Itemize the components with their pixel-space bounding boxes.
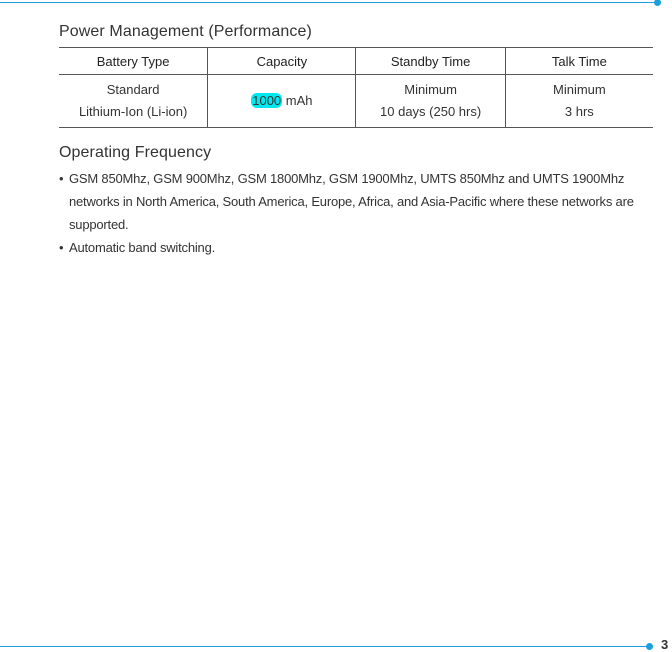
header-standby-time: Standby Time bbox=[356, 48, 505, 75]
capacity-value-highlight: 1000 bbox=[252, 93, 282, 108]
cell-battery-type bbox=[59, 75, 208, 128]
standby-time-line-2: 10 days (250 hrs) bbox=[380, 104, 482, 119]
power-spec-table bbox=[59, 47, 653, 128]
battery-type-line-1: Standard bbox=[106, 82, 160, 97]
bottom-rule bbox=[0, 646, 650, 647]
battery-type-line-2: Lithium-Ion (Li-ion) bbox=[78, 104, 188, 119]
talk-time-line-1: Minimum bbox=[553, 82, 606, 97]
operating-frequency-heading: Operating Frequency bbox=[59, 144, 212, 161]
standby-time-line-1: Minimum bbox=[404, 82, 457, 97]
header-talk-time: Talk Time bbox=[505, 48, 653, 75]
talk-time-line-2: 3 hrs bbox=[564, 104, 594, 119]
capacity-unit: mAh bbox=[282, 93, 313, 108]
cell-capacity bbox=[208, 75, 356, 128]
bullet-icon: • bbox=[59, 171, 64, 186]
list-item bbox=[59, 167, 659, 236]
frequency-list bbox=[59, 167, 659, 259]
header-battery-type: Battery Type bbox=[59, 48, 208, 75]
list-item-text: GSM 850Mhz, GSM 900Mhz, GSM 1800Mhz, GSM 1900Mhz, UMTS 850Mhz and UMTS 1900Mhz networks in North America, South America, Europe, Africa, and Asia-Pacific where these networks are supported. bbox=[69, 171, 634, 232]
bottom-rule-dot bbox=[646, 643, 653, 650]
cell-talk-time bbox=[505, 75, 653, 128]
header-capacity: Capacity bbox=[208, 48, 356, 75]
power-management-heading: Power Management (Performance) bbox=[59, 23, 312, 40]
top-rule bbox=[0, 2, 657, 3]
cell-standby-time bbox=[356, 75, 505, 128]
list-item bbox=[59, 236, 659, 259]
table-row bbox=[59, 75, 653, 128]
page-number: 3 bbox=[661, 637, 669, 652]
table-header-row bbox=[59, 48, 653, 75]
bullet-icon: • bbox=[59, 240, 64, 255]
list-item-text: Automatic band switching. bbox=[69, 240, 216, 255]
top-rule-dot bbox=[654, 0, 661, 6]
